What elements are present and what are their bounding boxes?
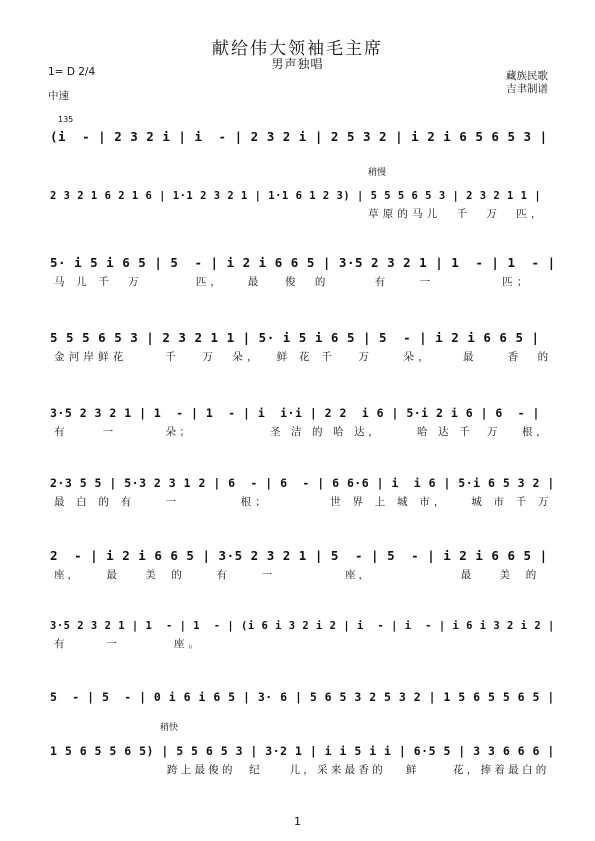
staff-row-8 xyxy=(50,606,557,662)
notation-line: 5 - | 5 - | 0 i 6 i 6 5 | 3· 6 | 5 6 5 3 2 5 3 2 | 1 5 6 5 5 6 5 | xyxy=(50,690,555,704)
lyrics-line: 马 儿 千 万 匹， 最 俊 的 有 一 匹； xyxy=(54,276,532,288)
staff-row-2 xyxy=(50,176,557,232)
notation-line: 2 - | i 2 i 6 6 5 | 3·5 2 3 2 1 | 5 - | 5 - | i 2 i 6 6 5 | xyxy=(50,548,548,563)
staff-row-5 xyxy=(50,394,557,450)
notation-line: 5 5 5 6 5 3 | 2 3 2 1 1 | 5· i 5 i 6 5 | 5 - | i 2 i 6 6 5 | xyxy=(50,330,540,345)
notation-line: 1 5 6 5 5 6 5) | 5 5 6 5 3 | 3·2 1 | i i 5 i i | 6·5 5 | 3 3 6 6 6 | xyxy=(50,744,555,758)
notation-line: 2 3 2 1 6 2 1 6 | 1·1 2 3 2 1 | 1·1 6 1 2 3) | 5 5 5 6 5 3 | 2 3 2 1 1 | xyxy=(50,190,542,202)
staff-row-10 xyxy=(50,732,557,788)
metronome-mark: 135 xyxy=(58,115,74,124)
key-signature: 1= D 2/4 xyxy=(48,66,96,78)
page-number: 1 xyxy=(294,815,301,828)
lyrics-line: 草原的马儿 千 万 匹， xyxy=(368,208,546,220)
lyrics-line: 座， 最 美 的 有 一 座， 最 美 的 xyxy=(54,569,540,581)
lyrics-line: 跨上最俊的 纪 儿，采来最香的 鲜 花，捧着最白的 xyxy=(54,764,550,776)
origin-credit xyxy=(506,70,548,96)
tempo-change-faster: 稍快 xyxy=(160,723,179,733)
staff-row-3 xyxy=(50,244,557,300)
notation-line: 3·5 2 3 2 1 | 1 - | 1 - | i i·i | 2 2 i 6 | 5·i 2 i 6 | 6 - | xyxy=(50,406,540,420)
origin-source: 藏族民歌 xyxy=(506,70,548,82)
lyrics-line: 金河岸鲜花 千 万 朵， 鲜 花 千 万 朵， 最 香 的 xyxy=(54,351,553,363)
staff-row-1 xyxy=(50,118,557,174)
notation-line: 2·3 5 5 | 5·3 2 3 1 2 | 6 - | 6 - | 6 6·6 | i i 6 | 5·i 6 5 3 2 | xyxy=(50,476,555,490)
song-subtitle: 男声独唱 xyxy=(271,57,324,71)
score-arranger: 吉聿制谱 xyxy=(506,83,548,95)
notation-line: 5· i 5 i 6 5 | 5 - | i 2 i 6 6 5 | 3·5 2 3 2 1 | 1 - | 1 - | xyxy=(50,255,556,270)
lyrics-line: 有 一 座。 xyxy=(54,638,204,650)
staff-row-7 xyxy=(50,537,557,593)
notation-line: 3·5 2 3 2 1 | 1 - | 1 - | (i 6 i 3 2 i 2 | i - | i - | i 6 i 3 2 i 2 | xyxy=(50,620,555,632)
staff-row-6 xyxy=(50,464,557,520)
tempo-marking: 中速 xyxy=(48,90,69,102)
staff-row-4 xyxy=(50,319,557,375)
staff-row-9 xyxy=(50,678,557,734)
notation-line: (i - | 2 3 2 i | i - | 2 3 2 i | 2 5 3 2 | i 2 i 6 5 6 5 3 | xyxy=(50,129,548,144)
lyrics-line: 最 白 的 有 一 根； 世 界 上 城 市， 城 市 千 万 xyxy=(54,496,553,508)
lyrics-line: 有 一 朵； 圣 洁 的 哈 达， 哈 达 千 万 根， xyxy=(54,426,551,438)
song-title: 献给伟大领袖毛主席 xyxy=(212,39,383,59)
tempo-change-slower: 稍慢 xyxy=(368,168,387,178)
